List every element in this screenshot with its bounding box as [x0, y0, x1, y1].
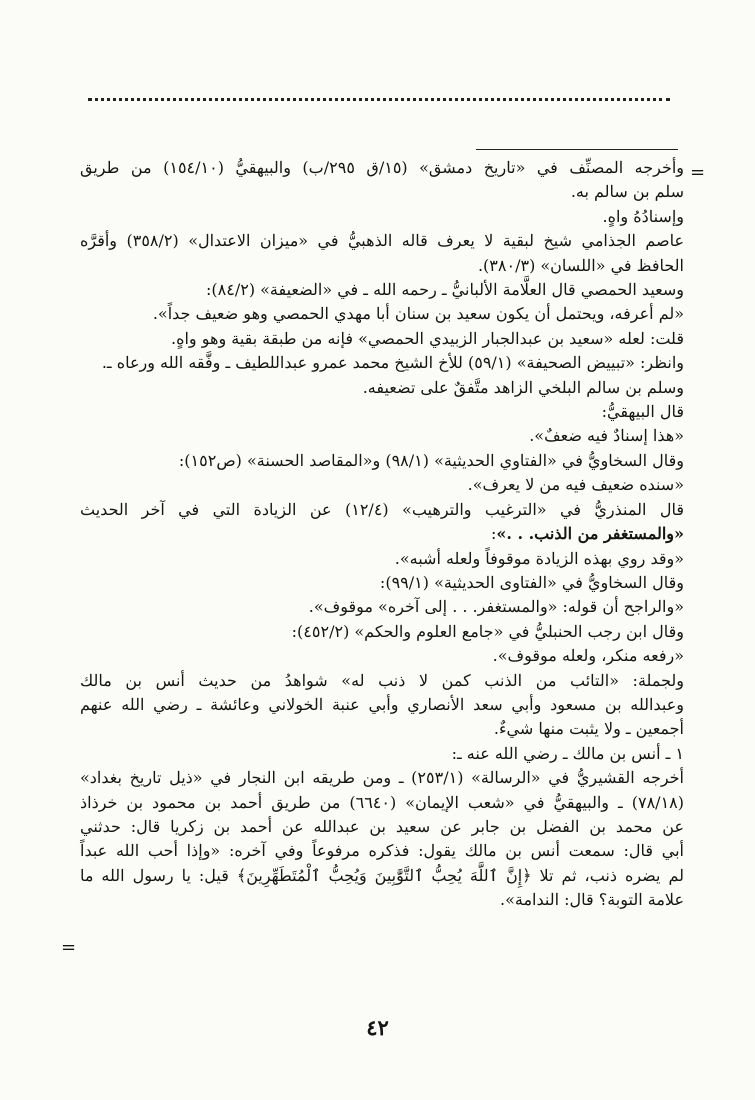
footnote-line: وقال السخاويُّ في «الفتاوي الحديثية» (٩٨/١) و«المقاصد الحسنة» (ص١٥٢): [178, 450, 684, 470]
footnote-line: «لم أعرفه، ويحتمل أن يكون سعيد بن سنان أبا مهدي الحمصي وهو ضعيف جداً». [152, 304, 684, 324]
footnote-line: أجمعين ـ ولا يثبت منها شيءٌ. [493, 719, 684, 739]
footnote-line: ١ ـ أنس بن مالك ـ رضي الله عنه ـ: [451, 743, 684, 763]
footnote-line: (٧٨/١٨) ـ والبيهقيُّ في «شعب الإيمان» (٦٦٤٠) من طريق أحمد بن محمود بن خرذاذ [80, 792, 684, 812]
footnote-line: وأخرجه المصنِّف في «تاريخ دمشق» (١٥/ق ٢٩٥/ب) والبيهقيُّ (١٥٤/١٠) من طريق [80, 158, 685, 177]
footnote-line: وسلم بن سالم البلخي الزاهد متَّفقٌ على تضعيفه. [362, 377, 684, 397]
footnote-line: «سنده ضعيف فيه من لا يعرف». [467, 475, 684, 495]
footnote-line: «هذا إسنادٌ فيه ضعفٌ». [529, 426, 684, 446]
footnote-rule [476, 149, 678, 150]
footnote-line: عاصم الجذامي شيخ لبقية لا يعرف قاله الذهبيُّ في «ميزان الاعتدال» (٣٥٨/٢) وأقرَّه [80, 231, 684, 251]
footnote-line: «رفعه منكر، ولعله موقوف». [492, 646, 684, 666]
footnote-line: وقال السخاويُّ في «الفتاوى الحديثية» (٩٩/١): [379, 572, 684, 592]
footnote-line: الحافظ في «اللسان» (٣٨٠/٣). [477, 255, 684, 275]
footnote-line: قال البيهقيُّ: [601, 402, 684, 422]
footnote-line: قلت: لعله «سعيد بن عبدالجبار الزبيدي الحمصي» فإنه من طبقة بقية وهو واهٍ. [171, 328, 684, 348]
footnote-line: «والراجح أن قوله: «والمستغفر. . . إلى آخره» موقوف». [308, 597, 684, 617]
dotted-separator [88, 98, 670, 101]
footnote-line: وإسنادُهُ واهٍ. [602, 206, 684, 226]
footnote-line: قال المنذريُّ في «الترغيب والترهيب» (١٢/٤) عن الزيادة التي في آخر الحديث [80, 499, 684, 519]
continuation-marker-top: = [690, 162, 706, 183]
footnote-line: علامة التوبة؟ قال: الندامة». [500, 890, 684, 910]
line-rest: : [490, 524, 497, 544]
footnote-line: وانظر: «تبييض الصحيفة» (٥٩/١) للأخ الشيخ محمد عمرو عبداللطيف ـ وفَّقه الله ورعاه ـ. [101, 353, 684, 373]
footnote-line: وعبدالله بن مسعود وأبي سعد الأنصاري وأبي عنبة الخولاني وعائشة ـ رضي الله عنهم [80, 694, 684, 714]
footnote-line: وقال ابن رجب الحنبليُّ في «جامع العلوم والحكم» (٤٥٢/٢): [291, 621, 684, 641]
footnote-text [80, 156, 684, 913]
footnote-line [80, 522, 684, 546]
footnote-line: عن محمد بن الفضل بن جابر عن سعيد بن عبدالله عن أحمد بن زكريا قال: حدثني [80, 816, 684, 836]
footnote-line: أخرجه القشيريُّ في «الرسالة» (٢٥٣/١) ـ ومن طريقه ابن النجار في «ذيل تاريخ بغداد» [80, 768, 685, 788]
footnote-line: وسعيد الحمصي قال العلَّامة الألبانيُّ ـ رحمه الله ـ في «الضعيفة» (٨٤/٢): [206, 280, 684, 300]
footnote-line: سلم بن سالم به. [570, 182, 684, 202]
footnote-line: لم يضره ذنب، ثم تلا ﴿إِنَّ ٱللَّهَ يُحِبُّ ٱلتَّوَّٰبِينَ وَيُحِبُّ ٱلْمُتَطَهِّرِينَ﴾ قيل: يا رسول الله ما [80, 865, 684, 885]
footnote-line: «وقد روي بهذه الزيادة موقوفاً ولعله أشبه». [394, 548, 684, 568]
footnote-line: أبي قال: سمعت أنس بن مالك يقول: فذكره مرفوعاً وفي آخره: «وإذا أحب الله عبداً [80, 841, 685, 861]
page-number: ٤٢ [366, 1015, 389, 1040]
continuation-marker-bottom: = [61, 937, 77, 958]
footnote-line: ولجملة: «التائب من الذنب كمن لا ذنب له» شواهدُ من حديث أنس بن مالك [80, 670, 684, 690]
quoted-phrase: «والمستغفر من الذنب. . .» [496, 524, 684, 544]
